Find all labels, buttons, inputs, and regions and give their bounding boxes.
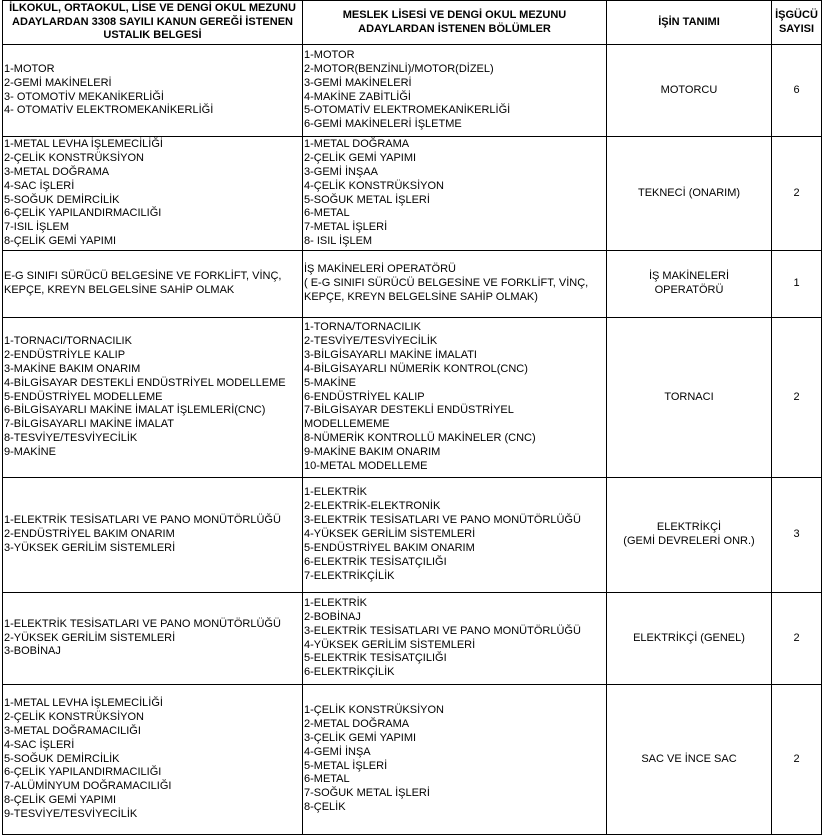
list-item: 8-TESVİYE/TESVİYECİLİK [4, 432, 138, 445]
isin-tanimi-cell [607, 251, 772, 318]
list-item: 2-MOTOR(BENZİNLİ)/MOTOR(DİZEL) [304, 62, 494, 75]
job-title-line: OPERATÖRÜ [654, 284, 724, 296]
isin-tanimi-cell [607, 593, 772, 685]
list-item: 2-TESVİYE/TESVİYECİLİK [304, 334, 438, 347]
ustalik-belgesi-cell [3, 593, 303, 685]
list-item: 1-TORNA/TORNACILIK [304, 321, 421, 334]
meslek-lisesi-bolumleri-cell [303, 45, 607, 137]
table-row [3, 251, 822, 318]
job-title-line: SAC VE İNCE SAC [641, 752, 737, 765]
list-item: 3-GEMİ İNŞAA [304, 165, 378, 178]
header-ustalik-belgesi: İLKOKUL, ORTAOKUL, LİSE VE DENGİ OKUL MEZUNU ADAYLARDAN 3308 SAYILI KANUN GEREĞİ İSTENEN USTALIK BELGESİ [3, 1, 303, 45]
list-item: 3-ELEKTRİK TESİSATLARI VE PANO MONÜTÖRLÜĞÜ [304, 514, 581, 527]
list-item: 4-BİLGİSAYARLI NÜMERİK KONTROL(CNC) [304, 362, 528, 375]
ustalik-belgesi-cell [3, 45, 303, 137]
ustalik-belgesi-cell [3, 685, 303, 835]
list-item: 3-METAL DOĞRAMA [4, 165, 110, 178]
list-item: 6-METAL [304, 773, 350, 786]
isgucu-sayisi-cell: 1 [772, 251, 822, 318]
header-row [3, 1, 822, 45]
table-row [3, 137, 822, 251]
isgucu-sayisi-cell: 2 [772, 318, 822, 478]
list-item: ( E-G SINIFI SÜRÜCÜ BELGESİNE VE FORKLİFT, VİNÇ, KEPÇE, KREYN BELGELSİNE SAHİP OLMAK) [304, 277, 589, 303]
list-item: 7-METAL İŞLERİ [304, 221, 388, 234]
isgucu-sayisi-cell: 2 [772, 137, 822, 251]
isgucu-sayisi-cell: 2 [772, 593, 822, 685]
list-item: 1-ELEKTRİK [304, 596, 367, 609]
ustalik-belgesi-cell [3, 318, 303, 478]
list-item: 2-GEMİ MAKİNELERİ [4, 76, 112, 89]
list-item: 2-BOBİNAJ [304, 610, 361, 623]
list-item: 10-METAL MODELLEME [304, 460, 428, 473]
isin-tanimi-cell [607, 137, 772, 251]
list-item: 5-MAKİNE [304, 376, 356, 389]
list-item: 4-YÜKSEK GERİLİM SİSTEMLERİ [304, 638, 476, 651]
list-item: 3-ÇELİK GEMİ YAPIMI [304, 731, 417, 744]
list-item: 2-METAL DOĞRAMA [304, 717, 410, 730]
meslek-lisesi-bolumleri-cell [303, 318, 607, 478]
list-item: 1-ÇELİK KONSTRÜKSİYON [304, 703, 444, 716]
list-item: 5-ENDÜSTRİYEL BAKIM ONARIM [304, 541, 475, 554]
table-row [3, 45, 822, 137]
list-item: 3- OTOMOTİV MEKANİKERLİĞİ [4, 90, 164, 103]
list-item: 1-ELEKTRİK TESİSATLARI VE PANO MONÜTÖRLÜĞÜ [4, 514, 281, 527]
list-item: 1-METAL DOĞRAMA [304, 137, 410, 150]
list-item: 6-BİLGİSAYARLI MAKİNE İMALAT İŞLEMLERİ(CNC) [4, 404, 266, 417]
list-item: 4-SAC İŞLERİ [4, 738, 75, 751]
isin-tanimi-cell [607, 318, 772, 478]
list-item: 3-BOBİNAJ [4, 645, 61, 658]
isgucu-sayisi-cell: 3 [772, 478, 822, 593]
list-item: 9-MAKİNE [4, 446, 56, 459]
job-title-line: TEKNECİ (ONARIM) [637, 186, 741, 199]
list-item: 6-ÇELİK YAPILANDIRMACILIĞI [4, 766, 162, 779]
table-row [3, 318, 822, 478]
list-item: 9-TESVİYE/TESVİYECİLİK [4, 808, 138, 821]
list-item: 3-GEMİ MAKİNELERİ [304, 76, 412, 89]
job-title-line: İŞ MAKİNELERİ [648, 270, 730, 283]
isgucu-sayisi-cell: 6 [772, 45, 822, 137]
list-item: 1-MOTOR [304, 48, 355, 61]
list-item: 7-BİLGİSAYAR DESTEKLİ ENDÜSTRİYEL [304, 404, 514, 417]
list-item: 3-ELEKTRİK TESİSATLARI VE PANO MONÜTÖRLÜĞÜ [304, 624, 581, 637]
isin-tanimi-cell [607, 45, 772, 137]
list-item: 5-ENDÜSTRİYEL MODELLEME [4, 390, 163, 403]
list-item: MODELLEMEME [304, 418, 390, 431]
isgucu-sayisi-cell: 2 [772, 685, 822, 835]
list-item: 7-ALÜMİNYUM DOĞRAMACILIĞI [4, 780, 172, 793]
list-item: 6-ENDÜSTRİYEL KALIP [304, 390, 425, 403]
list-item: 2-ÇELİK KONSTRÜKSİYON [4, 151, 144, 164]
header-meslek-lisesi-bolumleri: MESLEK LİSESİ VE DENGİ OKUL MEZUNU ADAYLARDAN İSTENEN BÖLÜMLER [303, 1, 607, 45]
job-title-line: (GEMİ DEVRELERİ ONR.) [623, 535, 755, 547]
list-item: 1-METAL LEVHA İŞLEMECİLİĞİ [4, 137, 163, 150]
list-item: 1-TORNACI/TORNACILIK [4, 334, 132, 347]
list-item: 7-SOĞUK METAL İŞLERİ [304, 787, 430, 800]
list-item: İŞ MAKİNELERİ OPERATÖRÜ [304, 263, 456, 276]
meslek-lisesi-bolumleri-cell [303, 593, 607, 685]
list-item: 3-MAKİNE BAKIM ONARIM [4, 362, 141, 375]
list-item: 4-GEMİ İNŞA [304, 745, 371, 758]
list-item: 4-YÜKSEK GERİLİM SİSTEMLERİ [304, 528, 476, 541]
list-item: 2-ELEKTRİK-ELEKTRONİK [304, 500, 441, 513]
list-item: 9-MAKİNE BAKIM ONARIM [304, 446, 441, 459]
list-item: 8-ÇELİK GEMİ YAPIMI [4, 235, 117, 248]
list-item: 4-BİLGİSAYAR DESTEKLİ ENDÜSTRİYEL MODELLEME [4, 376, 286, 389]
list-item: 5-METAL İŞLERİ [304, 759, 388, 772]
list-item: 2-ÇELİK KONSTRÜKSİYON [4, 710, 144, 723]
list-item: 7-ELEKTRİKÇİLİK [304, 569, 395, 582]
list-item: 8- ISIL İŞLEM [304, 235, 373, 248]
meslek-lisesi-bolumleri-cell [303, 137, 607, 251]
list-item: 2-ÇELİK GEMİ YAPIMI [304, 151, 417, 164]
ustalik-belgesi-cell [3, 137, 303, 251]
ustalik-belgesi-cell [3, 251, 303, 318]
list-item: 4-MAKİNE ZABİTLİĞİ [304, 90, 411, 103]
requirements-table [2, 0, 822, 835]
list-item: 1-MOTOR [4, 62, 55, 75]
list-item: 6-ELEKTRİKÇİLİK [304, 666, 395, 679]
list-item: 3-METAL DOĞRAMACILIĞI [4, 724, 141, 737]
list-item: 7-ISIL İŞLEM [4, 221, 70, 234]
list-item: 5-SOĞUK METAL İŞLERİ [304, 193, 430, 206]
meslek-lisesi-bolumleri-cell [303, 478, 607, 593]
job-title-line: MOTORCU [660, 83, 718, 96]
list-item: 4-SAC İŞLERİ [4, 179, 75, 192]
table-row [3, 593, 822, 685]
ustalik-belgesi-cell [3, 478, 303, 593]
list-item: 6-ELEKTRİK TESİSATÇILIĞI [304, 555, 447, 568]
list-item: 5-SOĞUK DEMİRCİLİK [4, 752, 120, 765]
list-item: 5-SOĞUK DEMİRCİLİK [4, 193, 120, 206]
list-item: 8-ÇELİK [304, 801, 346, 814]
list-item: 8-NÜMERİK KONTROLLÜ MAKİNELER (CNC) [304, 432, 536, 445]
list-item: 1-ELEKTRİK [304, 486, 367, 499]
list-item: 4- OTOMATİV ELEKTROMEKANİKERLİĞİ [4, 104, 214, 117]
header-isgucu-sayisi: İŞGÜCÜ SAYISI [772, 1, 822, 45]
job-title-line: TORNACI [664, 390, 714, 403]
list-item: 2-ENDÜSTRİYEL BAKIM ONARIM [4, 528, 175, 541]
list-item: 6-METAL [304, 207, 350, 220]
list-item: 1-ELEKTRİK TESİSATLARI VE PANO MONÜTÖRLÜĞÜ [4, 617, 281, 630]
list-item: 3-BİLGİSAYARLI MAKİNE İMALATI [304, 348, 477, 361]
list-item: 2-YÜKSEK GERİLİM SİSTEMLERİ [4, 631, 176, 644]
list-item: 5-OTOMATİV ELEKTROMEKANİKERLİĞİ [304, 104, 511, 117]
meslek-lisesi-bolumleri-cell [303, 251, 607, 318]
list-item: 8-ÇELİK GEMİ YAPIMI [4, 794, 117, 807]
isin-tanimi-cell [607, 685, 772, 835]
list-item: 3-YÜKSEK GERİLİM SİSTEMLERİ [4, 541, 176, 554]
list-item: 6-GEMİ MAKİNELERİ İŞLETME [304, 118, 462, 131]
job-title-line: ELEKTRİKÇİ [656, 521, 722, 534]
list-item: 2-ENDÜSTRİYLE KALIP [4, 348, 126, 361]
isin-tanimi-cell [607, 478, 772, 593]
list-item: 7-BİLGİSAYARLI MAKİNE İMALAT [4, 418, 174, 431]
list-item: 5-ELEKTRİK TESİSATÇILIĞI [304, 652, 447, 665]
job-title-line: ELEKTRİKÇİ (GENEL) [633, 631, 745, 644]
table-row [3, 478, 822, 593]
table-row [3, 685, 822, 835]
header-isin-tanimi: İŞİN TANIMI [607, 1, 772, 45]
list-item: 1-METAL LEVHA İŞLEMECİLİĞİ [4, 696, 163, 709]
list-item: 6-ÇELİK YAPILANDIRMACILIĞI [4, 207, 162, 220]
list-item: 4-ÇELİK KONSTRÜKSİYON [304, 179, 444, 192]
meslek-lisesi-bolumleri-cell [303, 685, 607, 835]
list-item: E-G SINIFI SÜRÜCÜ BELGESİNE VE FORKLİFT, VİNÇ, KEPÇE, KREYN BELGELSİNE SAHİP OLMAK [4, 270, 282, 296]
